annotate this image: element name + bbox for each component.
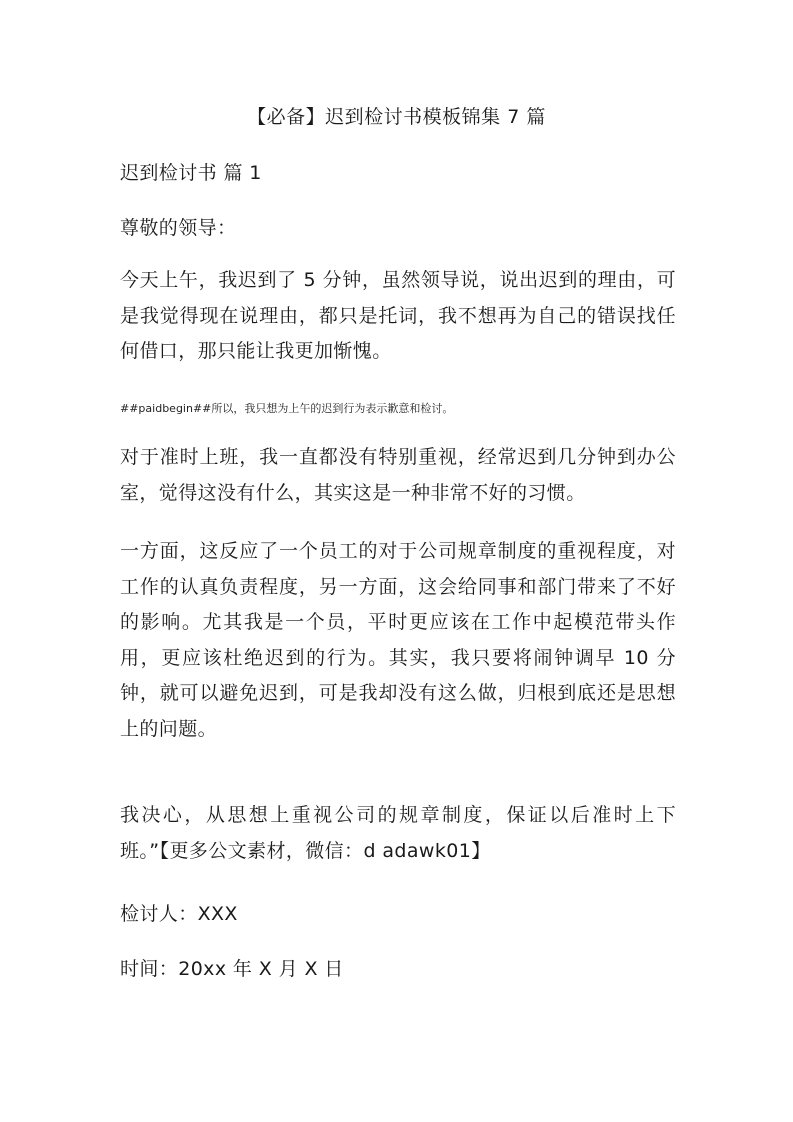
section-heading: 迟到检讨书 篇 1 — [120, 162, 262, 184]
paid-marker-line: ##paidbegin##所以，我只想为上午的迟到行为表示歉意和检讨。 — [120, 402, 454, 415]
date: 时间：20xx 年 X 月 X 日 — [120, 958, 344, 980]
paragraph-3: 一方面，这反应了一个员工的对于公司规章制度的重视程度，对工作的认真负责程度，另一方面，这会给同事和部门带来了不好的影响。尤其我是一个员，平时更应该在工作中起模范带头作用，更应该杜绝迟到的行为。其实，我只要将闹钟调早 10 分钟，就可以避免迟到，可是我却没有这么做，归根到底还是思想上的问题。 — [120, 540, 676, 740]
salutation: 尊敬的领导： — [120, 217, 237, 239]
paragraph-1: 今天上午，我迟到了 5 分钟，虽然领导说，说出迟到的理由，可是我觉得现在说理由，都只是托词，我不想再为自己的错误找任何借口，那只能让我更加惭愧。 — [120, 269, 676, 362]
paragraph-4: 我决心，从思想上重视公司的规章制度，保证以后准时上下班。”【更多公文素材，微信：d adawk01】 — [120, 804, 676, 862]
document-title: 【必备】迟到检讨书模板锦集 7 篇 — [247, 106, 546, 128]
paragraph-2: 对于准时上班，我一直都没有特别重视，经常迟到几分钟到办公室，觉得这没有什么，其实这是一种非常不好的习惯。 — [120, 446, 676, 504]
signature: 检讨人：XXX — [120, 903, 238, 925]
